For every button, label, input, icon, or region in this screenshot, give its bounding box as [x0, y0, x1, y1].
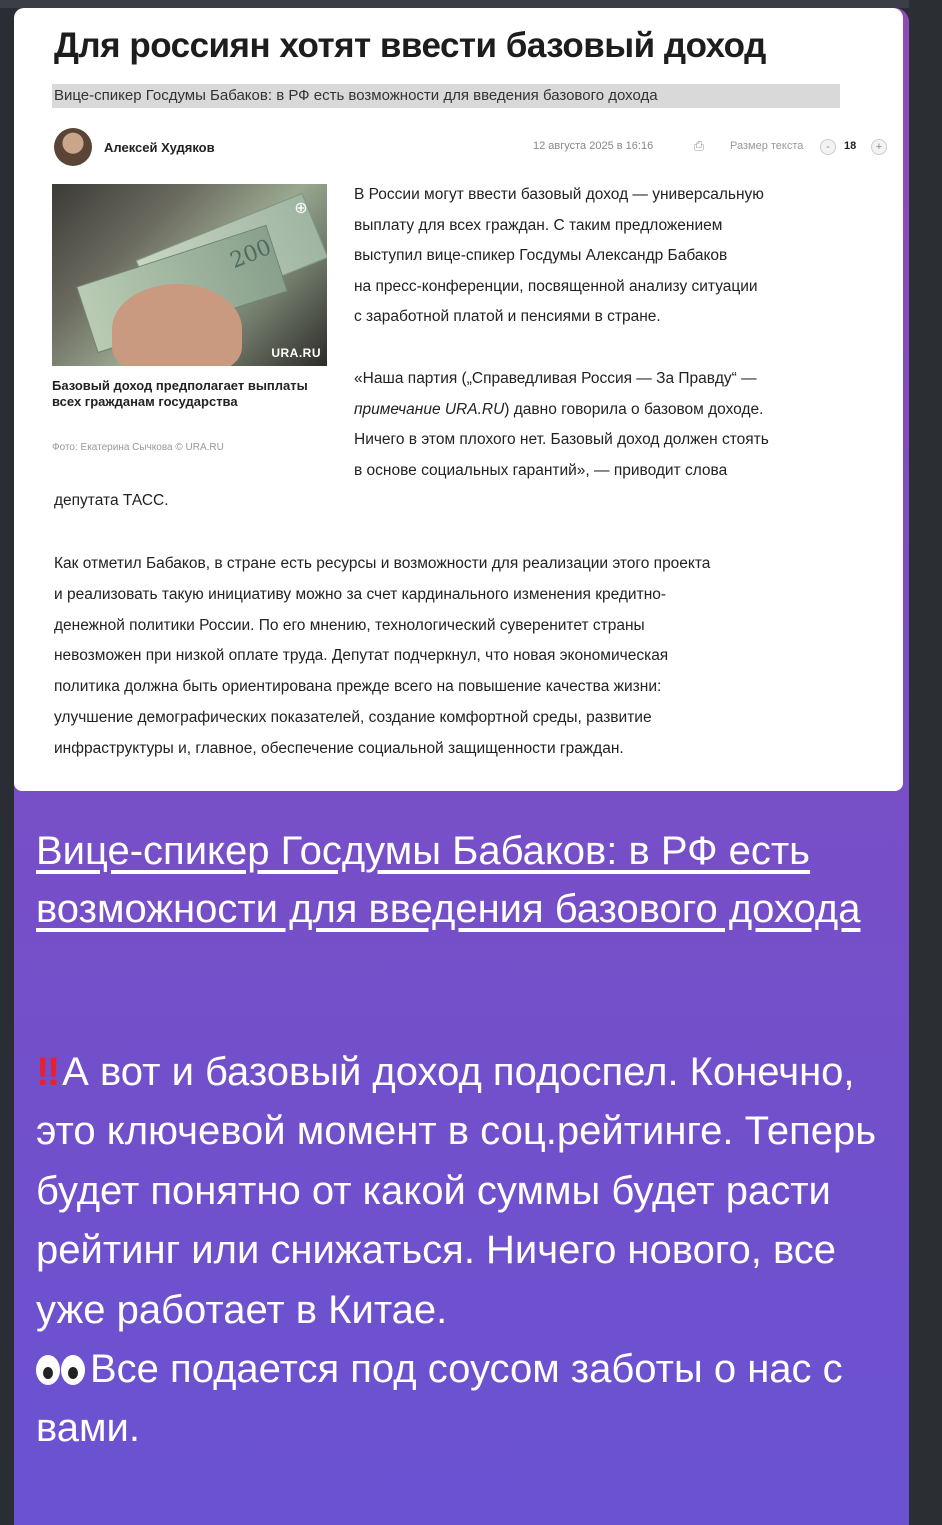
eyes-emoji	[36, 1340, 86, 1399]
body-line: Как отметил Бабаков, в стране есть ресурсы и возможности для реализации этого проекта	[54, 555, 711, 572]
quote-line: «Наша партия („Справедливая Россия — За Правду“ —	[354, 370, 757, 387]
quote-note[interactable]: примечание URA.RU	[354, 400, 505, 418]
body-line: и реализовать такую инициативу можно за счет кардинального изменения кредитно-	[54, 585, 667, 603]
article-screenshot[interactable]	[14, 8, 903, 791]
lead-line: с заработной платой и пенсиями в стране.	[354, 308, 661, 325]
message-text	[36, 1043, 902, 1459]
double-exclamation-emoji: ‼	[36, 1050, 55, 1094]
body-line: денежной политики России. По его мнению, технологический суверенитет страны	[54, 616, 645, 634]
window-top-strip	[0, 0, 942, 8]
print-icon[interactable]: ⎙	[693, 138, 705, 153]
body-line: инфраструктуры и, главное, обеспечение социальной защищенности граждан.	[54, 739, 624, 757]
quote-line: в основе социальных гарантий», — приводит слова	[354, 461, 728, 479]
lead-line: на пресс-конференции, посвященной анализу ситуации	[354, 277, 758, 295]
zoom-icon[interactable]: ⊕	[294, 200, 308, 217]
chat-right-gutter	[909, 0, 942, 1525]
quote-line-rest: ) давно говорила о базовом доходе.	[504, 400, 764, 418]
lead-paragraph	[354, 180, 764, 333]
body-line: улучшение демографических показателей, создание комфортной среды, развитие	[54, 708, 652, 726]
quote-line: Ничего в этом плохого нет. Базовый доход должен стоять	[354, 431, 769, 448]
text-size-decrease-button[interactable]: -	[820, 139, 836, 155]
body-paragraph	[54, 549, 710, 765]
body-line: невозможен при низкой оплате труда. Депутат подчеркнул, что новая экономическая	[54, 647, 669, 665]
body-line: политика должна быть ориентирована прежде всего на повышение качества жизни:	[54, 678, 662, 696]
author-name[interactable]: Алексей Худяков	[104, 140, 215, 155]
message-line-2: Все подается под соусом заботы о нас с вами.	[36, 1347, 843, 1451]
article-subtitle: Вице-спикер Госдумы Бабаков: в РФ есть возможности для введения базового дохода	[52, 84, 840, 108]
quote-paragraph	[354, 364, 769, 486]
lead-line: выступил вице-спикер Госдумы Александр Бабаков	[354, 247, 728, 264]
photo-watermark: URA.RU	[271, 346, 321, 360]
lead-line: В России могут ввести базовый доход — универсальную	[354, 186, 764, 203]
text-size-increase-button[interactable]: +	[871, 139, 887, 155]
article-title: Для россиян хотят ввести базовый доход	[54, 26, 766, 65]
quote-line	[354, 395, 769, 426]
message-line-1: А вот и базовый доход подоспел. Конечно, это ключевой момент в соц.рейтинге. Теперь будет понятно от какой суммы будет расти рейтинг или снижаться. Ничего нового, все уже работает в Китае.	[36, 1050, 877, 1332]
hand-shape	[112, 284, 242, 366]
banknote-denomination: 200	[226, 235, 276, 274]
photo-credit: Фото: Екатерина Сычкова © URA.RU	[52, 442, 224, 453]
lead-line: выплату для всех граждан. С таким предложением	[354, 216, 723, 234]
text-size-label: Размер текста	[730, 140, 804, 152]
photo-caption: Базовый доход предполагает выплаты всех гражданам государства	[52, 378, 308, 409]
article-photo[interactable]	[52, 184, 327, 366]
quote-tail: депутата ТАСС.	[54, 492, 169, 509]
article-link[interactable]: Вице-спикер Госдумы Бабаков: в РФ есть возможности для введения базового дохода	[36, 829, 861, 931]
author-avatar	[54, 128, 92, 166]
publish-date: 12 августа 2025 в 16:16	[533, 140, 654, 152]
text-size-value: 18	[844, 140, 857, 152]
